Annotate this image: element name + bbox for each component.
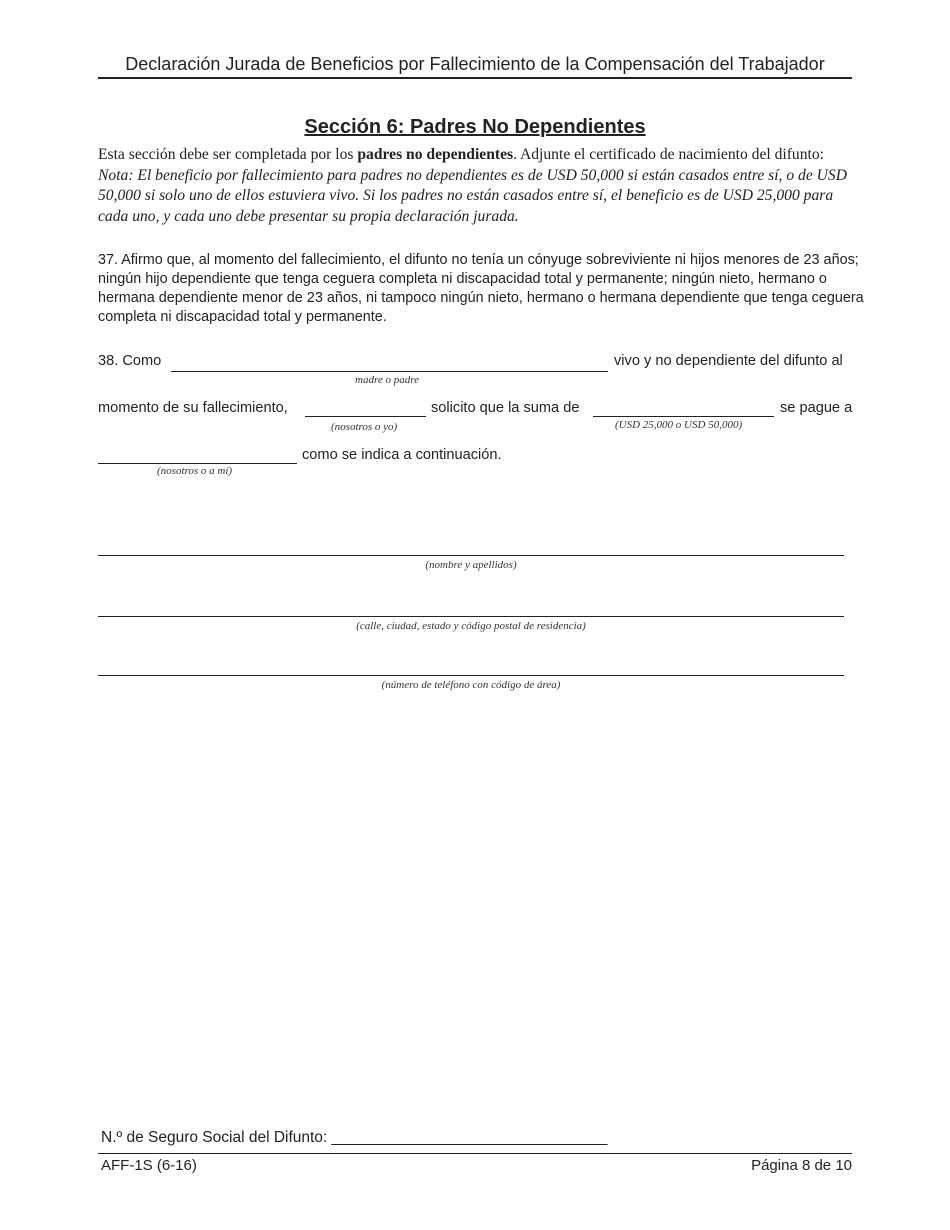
footer-divider	[98, 1153, 852, 1154]
item-38-line2-suffix: se pague a	[780, 400, 853, 416]
we-or-i-caption: (nosotros o yo)	[331, 421, 398, 433]
address-field[interactable]	[98, 616, 844, 617]
header-divider	[98, 77, 852, 79]
instructions-text: Esta sección debe ser completada por los	[98, 146, 358, 163]
item-38-line3-suffix: como se indica a continuación.	[302, 447, 502, 463]
item-38-prefix: 38. Como	[98, 353, 162, 369]
amount-field[interactable]	[593, 416, 774, 417]
form-number: AFF-1S (6-16)	[101, 1157, 197, 1174]
parent-field-caption: madre o padre	[355, 374, 419, 386]
full-name-caption: (nombre y apellidos)	[425, 559, 517, 571]
instructions-text-2: . Adjunte el certificado de nacimiento del difunto:	[513, 146, 824, 163]
document-header-title: Declaración Jurada de Beneficios por Fallecimiento de la Compensación del Trabajador	[125, 54, 825, 74]
full-name-field[interactable]	[98, 555, 844, 556]
page-number: Página 8 de 10	[751, 1157, 852, 1174]
deceased-ssn-field[interactable]: N.º de Seguro Social del Difunto: ________________________________	[101, 1129, 608, 1146]
phone-caption: (número de teléfono con código de área)	[381, 679, 561, 691]
we-or-i-field[interactable]	[305, 416, 426, 417]
parent-field[interactable]	[171, 371, 608, 372]
amount-caption: (USD 25,000 o USD 50,000)	[615, 419, 743, 431]
item-38-line1-suffix: vivo y no dependiente del difunto al	[614, 353, 843, 369]
item-38-line2-mid: solicito que la suma de	[431, 400, 580, 416]
address-caption: (calle, ciudad, estado y código postal de residencia)	[356, 620, 586, 632]
section-instructions	[98, 145, 858, 227]
phone-field[interactable]	[98, 675, 844, 676]
affirmation-37: 37. Afirmo que, al momento del fallecimiento, el difunto no tenía un cónyuge sobreviviente ni hijos menores de 23 años; ningún hijo dependiente que tenga ceguera completa ni discapacidad total y permanente; ningún nieto, hermano o hermana dependiente menor de 23 años, ni tampoco ningún nieto, hermano o hermana dependiente que tenga ceguera completa ni discapacidad total y permanente.	[98, 252, 864, 325]
payee-caption: (nosotros o a mí)	[157, 465, 233, 477]
section-title: Sección 6: Padres No Dependientes	[304, 116, 646, 138]
instructions-note: Nota: El beneficio por fallecimiento para padres no dependientes es de USD 50,000 si están casados entre sí, o de USD 50,000 si solo uno de ellos estuviera vivo. Si los padres no están casados entre sí, el beneficio es de USD 25,000 para cada uno, y cada uno debe presentar su propia declaración jurada.	[98, 166, 847, 225]
item-38-line2-prefix: momento de su fallecimiento,	[98, 400, 288, 416]
payee-field[interactable]	[98, 463, 297, 464]
instructions-bold-text: padres no dependientes	[357, 146, 514, 163]
